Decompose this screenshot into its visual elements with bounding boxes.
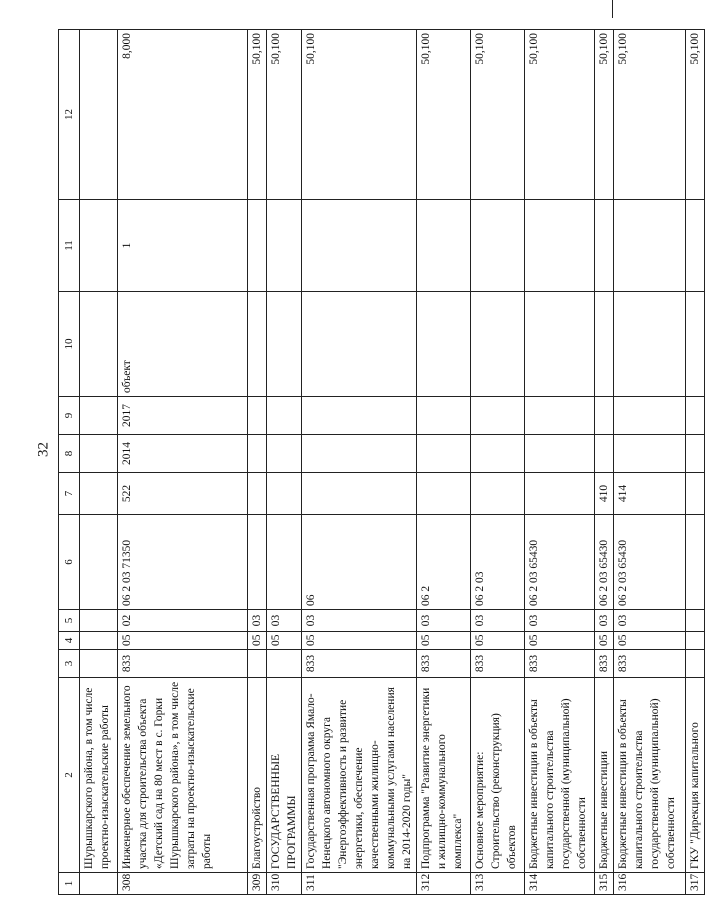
cell-unit (595, 292, 614, 397)
col-header: 6 (59, 515, 80, 610)
cell-subsection: 03 (248, 610, 267, 632)
cell-expense-type (417, 473, 471, 515)
cell-target-code (248, 515, 267, 610)
cell-code-3 (686, 650, 705, 678)
cell-expense-type (267, 473, 302, 515)
rotated-table-container (58, 30, 701, 895)
cell-code-3: 833 (417, 650, 471, 678)
cell-subsection: 03 (471, 610, 525, 632)
cell-start-year (614, 435, 686, 473)
cell-amount: 50,100 (595, 30, 614, 200)
col-header: 9 (59, 397, 80, 435)
table-row (248, 30, 267, 895)
cell-start-year (686, 435, 705, 473)
cell-amount: 50,100 (417, 30, 471, 200)
cell-unit (686, 292, 705, 397)
cell-end-year (595, 397, 614, 435)
cell-code-3: 833 (525, 650, 595, 678)
cell-description: Инженерное обеспечение земельного участка для строительства объекта «Детский сад на 80 мест в с. Горки Шурышкарского района», в том числе затраты на проектно-изыскательские работы (118, 678, 248, 873)
cell-row-number: 316 (614, 873, 686, 895)
cell-code-3 (80, 650, 118, 678)
cell-section (686, 632, 705, 650)
table-row (80, 30, 118, 895)
cell-expense-type (248, 473, 267, 515)
cell-subsection (686, 610, 705, 632)
cell-end-year (614, 397, 686, 435)
cell-description: Подпрограмма "Развитие энергетики и жилищно-коммунального комплекса" (417, 678, 471, 873)
cell-code-3: 833 (614, 650, 686, 678)
col-header: 2 (59, 678, 80, 873)
col-header: 5 (59, 610, 80, 632)
cell-target-code: 06 2 03 71350 (118, 515, 248, 610)
table-row (267, 30, 302, 895)
cell-code-3: 833 (118, 650, 248, 678)
cell-expense-type (471, 473, 525, 515)
col-header: 8 (59, 435, 80, 473)
cell-expense-type (80, 473, 118, 515)
table-body (80, 30, 705, 895)
cell-quantity (417, 200, 471, 292)
cell-row-number: 313 (471, 873, 525, 895)
cell-end-year (417, 397, 471, 435)
cell-amount: 8,000 (118, 30, 248, 200)
cell-section: 05 (248, 632, 267, 650)
cell-end-year (267, 397, 302, 435)
cell-quantity (248, 200, 267, 292)
cell-quantity (525, 200, 595, 292)
table-row (417, 30, 471, 895)
header-row (59, 30, 80, 895)
cell-expense-type: 522 (118, 473, 248, 515)
cell-end-year (686, 397, 705, 435)
cell-subsection: 03 (267, 610, 302, 632)
cell-section: 05 (118, 632, 248, 650)
cell-description: Бюджетные инвестиции в объекты капитального строительства государственной (муниципальной) собственности (614, 678, 686, 873)
cell-end-year (525, 397, 595, 435)
cell-row-number: 309 (248, 873, 267, 895)
cell-amount: 50,100 (267, 30, 302, 200)
cell-row-number: 314 (525, 873, 595, 895)
cell-target-code: 06 2 (417, 515, 471, 610)
cell-start-year (248, 435, 267, 473)
cell-section: 05 (471, 632, 525, 650)
cell-code-3: 833 (302, 650, 417, 678)
cell-amount (80, 30, 118, 200)
cell-unit (267, 292, 302, 397)
cell-row-number: 308 (118, 873, 248, 895)
cell-description: Шурышкарского района, в том числе проектно-изыскательские работы (80, 678, 118, 873)
col-header: 12 (59, 30, 80, 200)
cell-expense-type (525, 473, 595, 515)
cell-start-year: 2014 (118, 435, 248, 473)
cell-quantity (267, 200, 302, 292)
cell-amount: 50,100 (686, 30, 705, 200)
cell-description: Благоустройство (248, 678, 267, 873)
cell-section: 05 (302, 632, 417, 650)
cell-target-code: 06 (302, 515, 417, 610)
cell-quantity (686, 200, 705, 292)
cell-quantity (471, 200, 525, 292)
cell-amount: 50,100 (248, 30, 267, 200)
cell-target-code (80, 515, 118, 610)
cell-amount: 50,100 (471, 30, 525, 200)
cell-unit: объект (118, 292, 248, 397)
cell-amount: 50,100 (525, 30, 595, 200)
cell-target-code (686, 515, 705, 610)
cell-subsection: 03 (302, 610, 417, 632)
cell-target-code: 06 2 03 (471, 515, 525, 610)
cell-unit (417, 292, 471, 397)
cell-expense-type (302, 473, 417, 515)
cell-subsection: 03 (614, 610, 686, 632)
cell-row-number: 311 (302, 873, 417, 895)
cell-end-year (302, 397, 417, 435)
cell-expense-type: 414 (614, 473, 686, 515)
cell-expense-type: 410 (595, 473, 614, 515)
cell-target-code: 06 2 03 65430 (525, 515, 595, 610)
cell-description: Бюджетные инвестиции в объекты капитального строительства государственной (муниципальной) собственности (525, 678, 595, 873)
cell-subsection: 03 (595, 610, 614, 632)
page-number: 32 (35, 442, 52, 457)
cell-start-year (595, 435, 614, 473)
cell-quantity (302, 200, 417, 292)
table-row (686, 30, 705, 895)
cell-description: ГОСУДАРСТВЕННЫЕ ПРОГРАММЫ (267, 678, 302, 873)
cell-subsection: 02 (118, 610, 248, 632)
cell-start-year (471, 435, 525, 473)
cell-row-number (80, 873, 118, 895)
budget-table (58, 29, 705, 895)
cell-code-3 (267, 650, 302, 678)
cell-unit (471, 292, 525, 397)
cell-section: 05 (614, 632, 686, 650)
cell-end-year (248, 397, 267, 435)
cell-unit (302, 292, 417, 397)
cell-start-year (525, 435, 595, 473)
cell-description: Государственная программа Ямало-Ненецкого автономного округа "Энергоэффективность и развитие энергетики, обеспечение качественными жилищно-коммунальными услугами населения на 2014-2020 годы" (302, 678, 417, 873)
table-row (302, 30, 417, 895)
cell-quantity: 1 (118, 200, 248, 292)
table-row (525, 30, 595, 895)
table-row (471, 30, 525, 895)
cell-target-code (267, 515, 302, 610)
cell-amount: 50,100 (614, 30, 686, 200)
cell-unit (614, 292, 686, 397)
cell-section (80, 632, 118, 650)
cell-subsection: 03 (417, 610, 471, 632)
table-row (118, 30, 248, 895)
cell-row-number: 310 (267, 873, 302, 895)
col-header: 3 (59, 650, 80, 678)
col-header: 11 (59, 200, 80, 292)
cell-section: 05 (525, 632, 595, 650)
cell-unit (80, 292, 118, 397)
top-rule (612, 0, 613, 18)
cell-quantity (595, 200, 614, 292)
col-header: 1 (59, 873, 80, 895)
cell-start-year (417, 435, 471, 473)
cell-subsection (80, 610, 118, 632)
cell-amount: 50,100 (302, 30, 417, 200)
cell-end-year: 2017 (118, 397, 248, 435)
cell-quantity (80, 200, 118, 292)
cell-section: 05 (267, 632, 302, 650)
table-row (595, 30, 614, 895)
table-row (614, 30, 686, 895)
cell-section: 05 (595, 632, 614, 650)
col-header: 10 (59, 292, 80, 397)
cell-target-code: 06 2 03 65430 (595, 515, 614, 610)
cell-description: Бюджетные инвестиции (595, 678, 614, 873)
col-header: 7 (59, 473, 80, 515)
cell-unit (525, 292, 595, 397)
cell-description: Основное мероприятие: Строительство (реконструкция) объектов (471, 678, 525, 873)
cell-expense-type (686, 473, 705, 515)
cell-row-number: 317 (686, 873, 705, 895)
cell-start-year (302, 435, 417, 473)
cell-subsection: 03 (525, 610, 595, 632)
cell-description: ГКУ "Дирекция капитального (686, 678, 705, 873)
cell-target-code: 06 2 03 65430 (614, 515, 686, 610)
cell-code-3: 833 (471, 650, 525, 678)
cell-section: 05 (417, 632, 471, 650)
cell-quantity (614, 200, 686, 292)
cell-code-3 (248, 650, 267, 678)
col-header: 4 (59, 632, 80, 650)
cell-end-year (471, 397, 525, 435)
cell-start-year (267, 435, 302, 473)
cell-code-3: 833 (595, 650, 614, 678)
cell-start-year (80, 435, 118, 473)
cell-row-number: 312 (417, 873, 471, 895)
cell-end-year (80, 397, 118, 435)
cell-unit (248, 292, 267, 397)
cell-row-number: 315 (595, 873, 614, 895)
